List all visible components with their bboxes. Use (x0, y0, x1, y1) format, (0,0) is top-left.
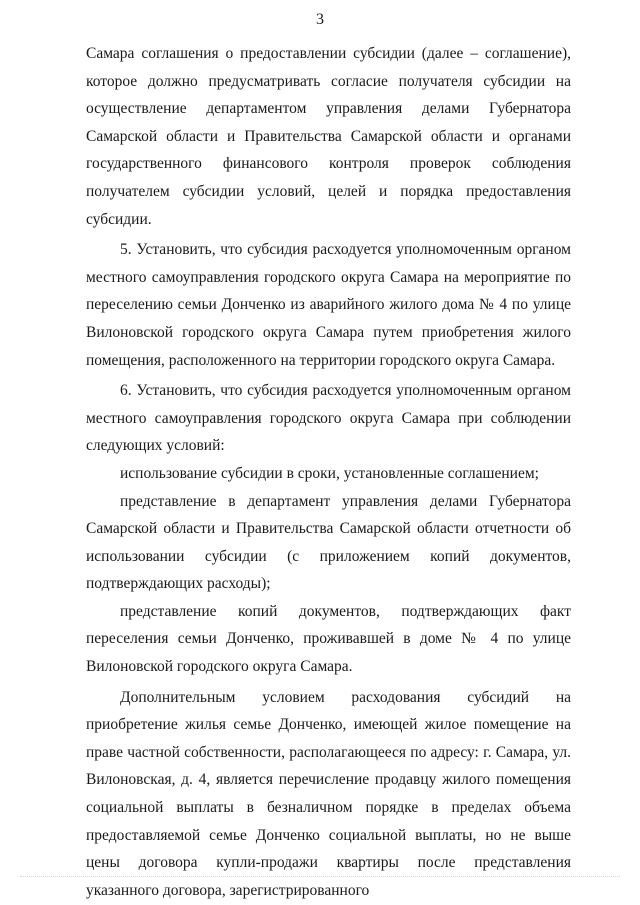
scan-artifact-line (20, 876, 620, 878)
paragraph-item-5: 5. Установить, что субсидия расходуется уполномоченным органом местного самоуправления городского округа Самара на мероприятие по переселению семьи Донченко из аварийного жилого дома № 4 по улице Вилоновской городского округа Самара путем приобретения жилого помещения, расположенного на территории городского округа Самара. (86, 241, 571, 369)
paragraph-condition-relocation-docs: представление копий документов, подтверждающих факт переселения семьи Донченко, проживавшей в доме № 4 по улице Вилоновской городского округа Самара. (86, 602, 571, 676)
document-body (86, 40, 571, 904)
paragraph-condition-deadlines: использование субсидии в сроки, установленные соглашением; (120, 464, 539, 482)
paragraph-item-6: 6. Установить, что субсидия расходуется уполномоченным органом местного самоуправления городского округа Самара при соблюдении следующих условий: (86, 382, 571, 455)
page-number: 3 (316, 11, 324, 28)
paragraph-agreement-continuation: Самара соглашения о предоставлении субсидии (далее – соглашение), которое должно предусматривать согласие получателя субсидии на осуществление департаментом управления делами Губернатора Самарской области и Правительства Самарской области и органами государственного финансового контроля проверок соблюдения получателем субсидии условий, целей и порядка предоставления субсидии. (86, 45, 571, 228)
paragraph-additional-condition: Дополнительным условием расходования субсидий на приобретение жилья семье Донченко, имеющей жилое помещение на праве частной собственности, располагающееся по адресу: г. Самара, ул. Вилоновская, д. 4, является перечисление продавцу жилого помещения социальной выплаты в безналичном порядке в пределах объема предоставляемой семье Донченко социальной выплаты, но не выше цены договора купли-продажи квартиры после представления указанного договора, зарегистрированного (86, 688, 571, 899)
paragraph-condition-reporting: представление в департамент управления делами Губернатора Самарской области и Правительства Самарской области отчетности об использовании субсидии (с приложением копий документов, подтверждающих расходы); (86, 492, 571, 593)
